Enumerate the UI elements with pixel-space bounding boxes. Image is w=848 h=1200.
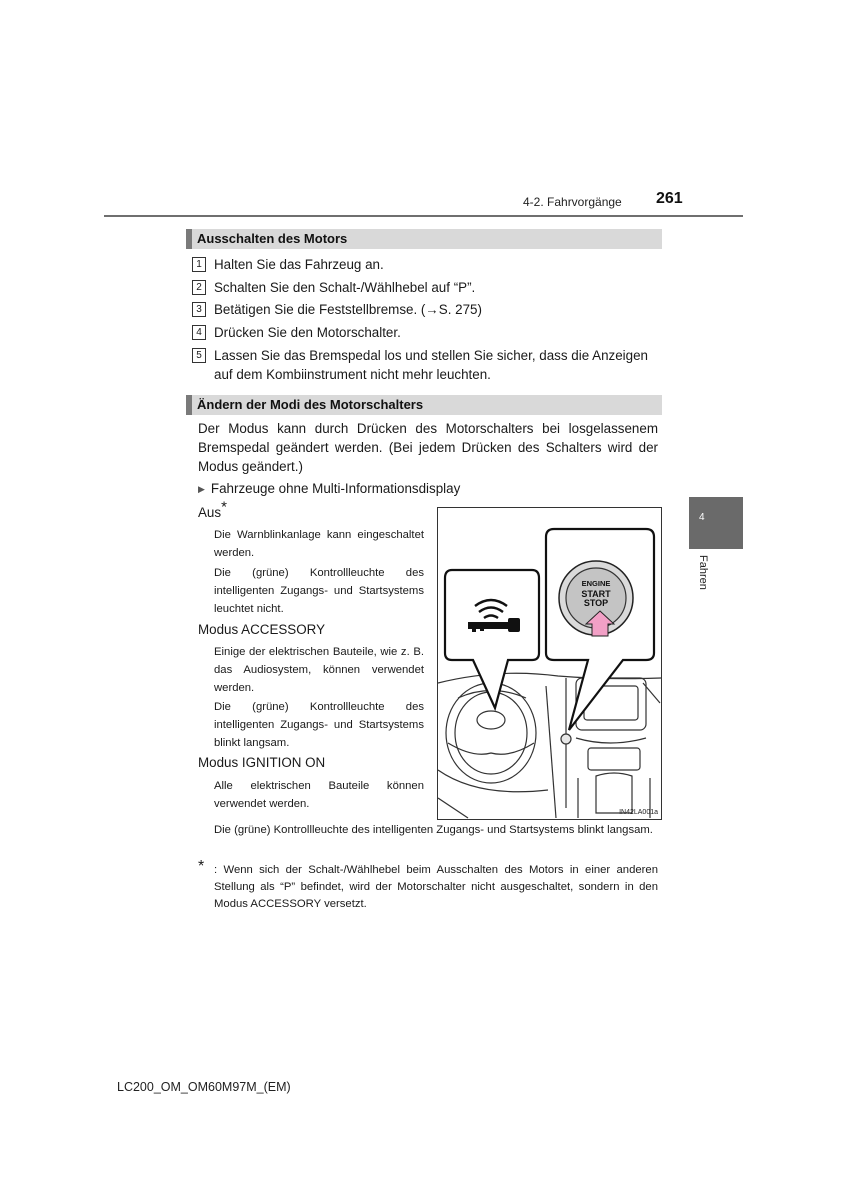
step-number: 3 [192,302,206,317]
step-text: Lassen Sie das Bremspedal los und stellen Sie sicher, dass die Anzeigen auf dem Kombiinstrument nicht mehr leuchten. [214,348,648,382]
triangle-bullet-icon: ▶ [198,484,205,494]
bullet-text: Fahrzeuge ohne Multi-Informationsdisplay [210,481,461,496]
step-number: 4 [192,325,206,340]
bullet-vehicle-type [198,481,460,496]
mode-off-desc-1: Die Warnblinkanlage kann eingeschaltet werden. [214,529,424,559]
dashboard-drawing [438,673,661,818]
mode-accessory-desc-2: Die (grüne) Kontrollleuchte des intelligenten Zugangs- und Startsystems blinkt langsam. [214,701,424,749]
chapter-number: 4 [699,512,705,523]
chapter-label: Fahren [697,555,709,590]
intro-paragraph: Der Modus kann durch Drücken des Motorschalters bei losgelassenem Bremspedal geändert werden. (Bei jedem Drücken des Schalters wird der Modus geändert.) [198,421,658,474]
step-text: Schalten Sie den Schalt-/Wählhebel auf “P”. [214,280,476,295]
footnote-star: * [198,858,205,875]
step-number: 5 [192,348,206,363]
header-rule [104,215,743,217]
engine-switch-illustration [437,507,662,820]
button-label-start: START [581,589,611,599]
mode-accessory-desc-1: Einige der elektrischen Bauteile, wie z. B. das Audiosystem, können verwendet werden. [214,646,424,694]
mode-accessory-heading: Modus ACCESSORY [198,622,326,637]
step-text: Halten Sie das Fahrzeug an. [214,257,384,272]
mode-off-heading [198,498,227,520]
engine-switch-location [561,734,571,744]
section-heading-switch-modes [186,395,662,415]
mode-ignition-desc-1: Alle elektrischen Bauteile können verwendet werden. [214,780,424,810]
running-header-section: 4-2. Fahrvorgänge [523,195,622,209]
button-label-engine: ENGINE [581,579,611,588]
button-label-stop: STOP [583,598,609,608]
mode-ignition-desc-2: Die (grüne) Kontrollleuchte des intelligenten Zugangs- und Startsystems blinkt langsam. [214,824,653,836]
indicator-callout [445,570,539,708]
document-code: LC200_OM_OM60M97M_(EM) [117,1080,291,1094]
section-marker [186,395,192,415]
image-code: IN42LA001a [619,809,658,816]
step-number: 1 [192,257,206,272]
step-5 [192,346,660,384]
chapter-tab [689,497,743,549]
mode-ignition-heading: Modus IGNITION ON [198,755,326,770]
mode-off-desc-2: Die (grüne) Kontrollleuchte des intelligenten Zugangs- und Startsystems leuchtet nicht. [214,567,424,615]
section-heading-engine-off [186,229,662,249]
step-text: Drücken Sie den Motorschalter. [214,325,401,340]
step-number: 2 [192,280,206,295]
page-number: 261 [656,190,683,207]
mode-name: Aus [198,505,222,520]
step-text: Betätigen Sie die Feststellbremse. (→S. 275) [214,302,482,317]
footnote-marker: * [221,498,227,516]
section-title: Ändern der Modi des Motorschalters [197,397,424,412]
section-title: Ausschalten des Motors [197,231,348,246]
footnote-text: : Wenn sich der Schalt-/Wählhebel beim Ausschalten des Motors in einer anderen Stellung als “P” befindet, wird der Motorschalter nicht ausgeschaltet, sondern in den Modus ACCESSORY versetzt. [214,864,658,910]
section-marker [186,229,192,249]
